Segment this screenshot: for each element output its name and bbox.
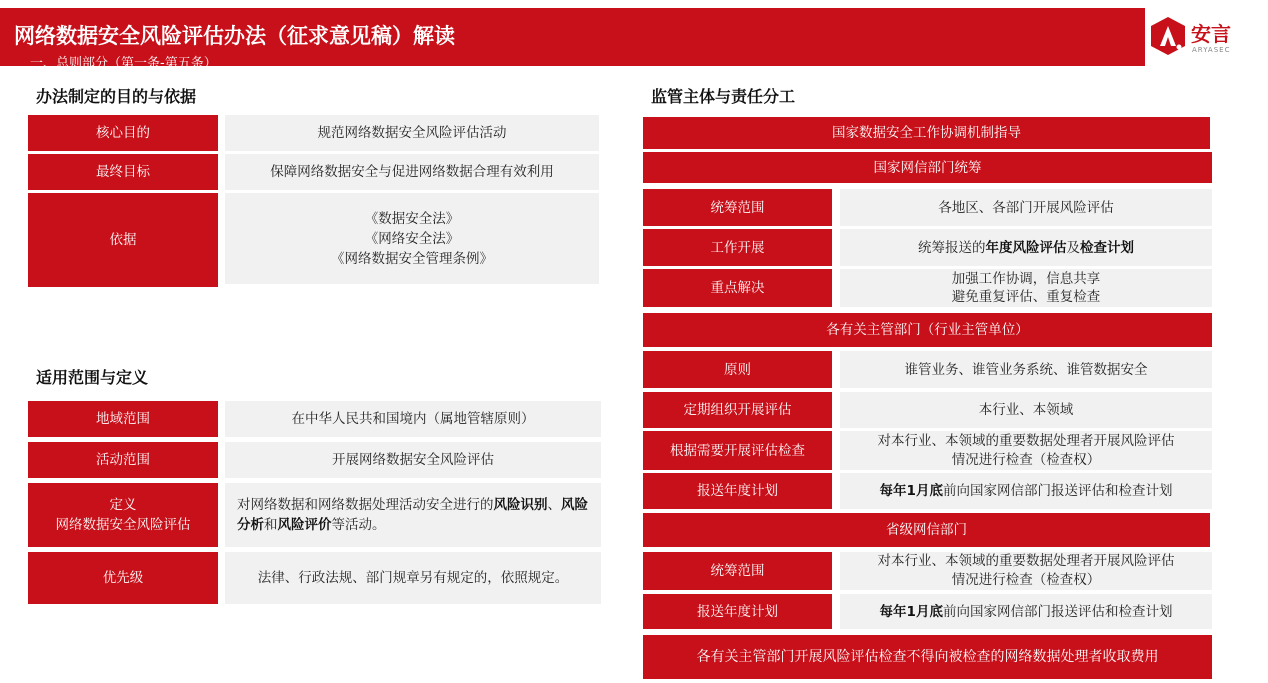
province-value-scope <box>840 552 1212 590</box>
basis-line: 《网络数据安全管理条例》 <box>331 250 493 267</box>
work-bold: 检查计划 <box>1080 239 1134 256</box>
definition-text: 、 <box>547 497 561 513</box>
definition-label-line: 定义 <box>109 497 137 513</box>
sector-value-annual <box>840 473 1212 509</box>
banner-coordination: 国家数据安全工作协调机制指导 <box>643 117 1210 149</box>
banner-province: 省级网信部门 <box>643 513 1210 547</box>
sector-value-periodic: 本行业、本领域 <box>840 392 1212 428</box>
cac-label-work: 工作开展 <box>643 229 832 266</box>
section-title-purpose: 办法制定的目的与依据 <box>36 87 197 106</box>
province-label-scope: 统筹范围 <box>643 552 832 590</box>
logo-text-cn: 安言 <box>1191 22 1231 46</box>
scope-label-region: 地域范围 <box>28 401 218 437</box>
cac-value-work <box>840 229 1212 266</box>
purpose-value-basis <box>225 193 599 284</box>
focus-line: 加强工作协调，信息共享 <box>951 271 1101 287</box>
annual-bold: 每年1月底 <box>879 483 943 499</box>
banner-cac: 国家网信部门统筹 <box>643 152 1212 183</box>
work-bold: 年度风险评估 <box>985 239 1067 256</box>
logo-mark-icon <box>1148 16 1188 56</box>
purpose-value-core: 规范网络数据安全风险评估活动 <box>225 115 599 151</box>
basis-line: 《网络安全法》 <box>364 230 460 247</box>
sector-value-principle: 谁管业务、谁管业务系统、谁管数据安全 <box>840 351 1212 388</box>
brand-logo <box>1148 14 1260 60</box>
definition-label-line: 网络数据安全风险评估 <box>55 517 191 533</box>
purpose-label-basis: 依据 <box>28 193 218 287</box>
logo-text-en: ARYASEC <box>1192 46 1231 54</box>
definition-bold: 风险分析 <box>237 497 588 533</box>
scope-label-definition <box>28 483 218 547</box>
province-annual-text: 前向国家网信部门报送评估和检查计划 <box>942 603 1173 620</box>
cac-value-scope: 各地区、各部门开展风险评估 <box>840 189 1212 226</box>
definition-bold: 风险识别 <box>493 497 548 513</box>
province-scope-line: 对本行业、本领域的重要数据处理者开展风险评估 <box>877 553 1175 569</box>
basis-line: 《数据安全法》 <box>364 210 460 227</box>
scope-value-priority: 法律、行政法规、部门规章另有规定的，依照规定。 <box>225 552 601 604</box>
scope-value-region: 在中华人民共和国境内（属地管辖原则） <box>225 401 601 437</box>
work-text: 及 <box>1066 239 1080 256</box>
page-subtitle: 一、总则部分（第一条-第五条） <box>30 56 217 71</box>
cac-label-scope: 统筹范围 <box>643 189 832 226</box>
purpose-label-core: 核心目的 <box>28 115 218 151</box>
inspect-line: 对本行业、本领域的重要数据处理者开展风险评估 <box>877 432 1175 449</box>
definition-bold: 风险评价 <box>277 517 332 533</box>
scope-label-priority: 优先级 <box>28 552 218 604</box>
inspect-line: 情况进行检查（检查权） <box>951 451 1101 468</box>
definition-text: 对网络数据和网络数据处理活动安全进行的 <box>237 497 494 513</box>
purpose-value-goal: 保障网络数据安全与促进网络数据合理有效利用 <box>225 154 599 190</box>
footer-note: 各有关主管部门开展风险评估检查不得向被检查的网络数据处理者收取费用 <box>643 635 1212 679</box>
scope-value-definition <box>225 483 601 547</box>
annual-text: 前向国家网信部门报送评估和检查计划 <box>942 483 1173 499</box>
sector-label-annual: 报送年度计划 <box>643 473 832 509</box>
section-title-supervision: 监管主体与责任分工 <box>651 87 796 106</box>
definition-text: 等活动。 <box>331 517 386 533</box>
province-label-annual: 报送年度计划 <box>643 594 832 629</box>
cac-value-focus <box>840 269 1212 307</box>
sector-label-periodic: 定期组织开展评估 <box>643 392 832 428</box>
province-scope-line: 情况进行检查（检查权） <box>951 572 1101 588</box>
page-title: 网络数据安全风险评估办法（征求意见稿）解读 <box>14 24 455 48</box>
province-annual-bold: 每年1月底 <box>879 603 943 620</box>
purpose-label-goal: 最终目标 <box>28 154 218 190</box>
work-text: 统筹报送的 <box>918 239 986 256</box>
sector-label-inspect: 根据需要开展评估检查 <box>643 431 832 470</box>
cac-label-focus: 重点解决 <box>643 269 832 307</box>
sector-value-inspect <box>840 431 1212 470</box>
province-value-annual <box>840 594 1212 629</box>
scope-value-activity: 开展网络数据安全风险评估 <box>225 442 601 478</box>
scope-label-activity: 活动范围 <box>28 442 218 478</box>
section-title-scope: 适用范围与定义 <box>36 368 149 387</box>
header-bar <box>0 8 1145 71</box>
focus-line: 避免重复评估、重复检查 <box>951 289 1101 305</box>
banner-sector: 各有关主管部门（行业主管单位） <box>643 313 1212 347</box>
definition-text: 和 <box>264 517 278 533</box>
sector-label-principle: 原则 <box>643 351 832 388</box>
